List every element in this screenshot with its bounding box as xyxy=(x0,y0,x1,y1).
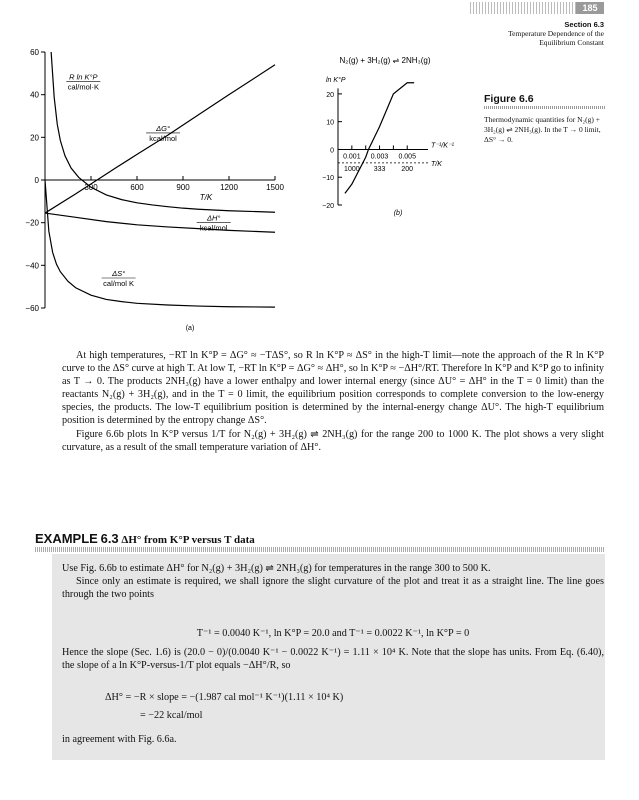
y-tick-label: −10 xyxy=(322,175,334,183)
series-label: ΔG° xyxy=(156,123,171,133)
paragraph-2: Figure 6.6b plots ln K°P versus 1/T for N₂(g) + 3H₂(g) ⇌ 2NH₃(g) for the range 200 to 1000 K. The plot shows a very slight curvature, as a result of the small temperature variation of ΔH°. xyxy=(62,428,604,453)
y-tick-label: 20 xyxy=(30,133,39,143)
example-equation-2: ΔH° = −R × slope = −(1.987 cal mol⁻¹ K⁻¹)(1.11 × 10⁴ K) xyxy=(105,692,344,703)
x-tick-label: 1200 xyxy=(220,183,238,192)
example-paragraph-1: Use Fig. 6.6b to estimate ΔH° for N₂(g) + 3H₂(g) ⇌ 2NH₃(g) for temperatures in the range 300 to 500 K. xyxy=(62,563,491,574)
y-tick-label: −60 xyxy=(25,304,39,313)
section-number: Section 6.3 xyxy=(564,20,604,29)
example-text-2 xyxy=(62,646,604,672)
figure-label: Figure 6.6 xyxy=(484,93,534,105)
x2-tick-label: 333 xyxy=(373,165,386,173)
figure-rule xyxy=(484,106,605,109)
x-tick-label: 300 xyxy=(84,183,98,192)
body-text xyxy=(62,349,604,454)
x2-tick-label: 1000 xyxy=(344,165,360,173)
y-tick-label: 0 xyxy=(330,147,334,155)
x2-tick-label: 200 xyxy=(401,165,414,173)
series-label: R ln K°P xyxy=(69,72,98,82)
example-text-3 xyxy=(62,733,604,746)
series-unit: cal/mol·K xyxy=(67,82,99,92)
panel-label: (b) xyxy=(393,210,403,217)
series-line xyxy=(45,180,275,307)
x-tick-label: 900 xyxy=(176,183,190,192)
y-tick-label: 10 xyxy=(326,119,334,127)
y-tick-label: 0 xyxy=(34,176,39,185)
example-paragraph-3: Hence the slope (Sec. 1.6) is (20.0 − 0)/(0.0040 K⁻¹ − 0.0022 K⁻¹) = 1.11 × 10⁴ K. Note that the slope has units. From Eq. (6.40), the slope of a ln K°P-versus-1/T plot equals −ΔH°/R, so xyxy=(62,647,604,672)
y-tick-label: 60 xyxy=(30,48,39,57)
example-equation-1: T⁻¹ = 0.0040 K⁻¹, ln K°P = 20.0 and T⁻¹ = 0.0022 K⁻¹, ln K°P = 0 xyxy=(196,628,470,639)
section-title-line2: Equilibrium Constant xyxy=(539,38,604,47)
chart-a xyxy=(25,40,300,340)
example-equation-3: = −22 kcal/mol xyxy=(140,710,203,721)
panel-label: (a) xyxy=(185,325,195,332)
example-rule xyxy=(35,547,605,552)
section-title-line1: Temperature Dependence of the xyxy=(508,29,604,38)
y-tick-label: −20 xyxy=(322,203,334,210)
x2-axis-label: T/K xyxy=(431,160,442,168)
series-unit: kcal/mol xyxy=(149,133,177,143)
y-axis-label: ln K°P xyxy=(326,77,346,84)
y-tick-label: −40 xyxy=(25,261,39,271)
x-tick-label: 0.001 xyxy=(343,153,361,161)
x-tick-label: 0.003 xyxy=(370,153,389,161)
series-unit: cal/mol K xyxy=(103,279,135,288)
paragraph-1: At high temperatures, −RT ln K°P = ΔG° ≈ −TΔS°, so R ln K°P ≈ ΔS° in the high-T limit—note the approach of the R ln K°P curve to the ΔS° curve at high T. At low T, −RT ln K°P = ΔG° ≈ ΔH°, so ln K°P ≈ −ΔH°/RT. Therefore ln K°P and K°P go to infinity as T → 0. The products 2NH₃(g) have a lower enthalpy and lower internal energy (since ΔU° = ΔH° in the T = 0 limit) than the reactants N₂(g) + 3H₂(g), and in the T = 0 limit, the equilibrium position corresponds to complete conversion to the low-energy species, the products. The low-T equilibrium position is determined by the internal-energy change ΔU°. The high-T equilibrium position is determined by the entropy change ΔS°. xyxy=(62,350,604,427)
y-tick-label: 20 xyxy=(326,91,334,99)
example-label: EXAMPLE xyxy=(35,531,98,546)
series-line xyxy=(345,83,414,194)
x-axis-label: T⁻¹/K⁻¹ xyxy=(431,142,454,150)
x-axis-label: T/K xyxy=(199,193,213,202)
x-tick-label: 1500 xyxy=(266,183,284,192)
example-text-1 xyxy=(62,562,604,601)
example-title: ΔH° from K°P versus T data xyxy=(121,534,255,546)
example-number: 6.3 xyxy=(100,531,119,546)
page-number: 185 xyxy=(576,2,604,14)
series-line xyxy=(45,213,275,232)
x-tick-label: 600 xyxy=(130,183,144,192)
example-paragraph-2: Since only an estimate is required, we shall ignore the slight curvature of the plot and treat it as a straight line. The line goes through the two points xyxy=(62,576,604,601)
x-tick-label: 0.005 xyxy=(398,153,416,161)
figure-caption: Thermodynamic quantities for N₂(g) + 3H₂(g) ⇌ 2NH₃(g). In the T → 0 limit, ΔS° → 0. xyxy=(484,115,601,144)
chart-title: N₂(g) + 3H₂(g) ⇌ 2NH₃(g) xyxy=(339,56,431,65)
y-tick-label: 40 xyxy=(30,90,39,100)
y-tick-label: −20 xyxy=(25,218,39,228)
example-heading xyxy=(35,531,255,546)
series-unit: kcal/mol xyxy=(199,223,228,233)
series-label: ΔH° xyxy=(206,213,221,223)
chart-b xyxy=(300,40,480,220)
series-label: ΔS° xyxy=(112,269,126,278)
example-paragraph-4: in agreement with Fig. 6.6a. xyxy=(62,734,177,745)
